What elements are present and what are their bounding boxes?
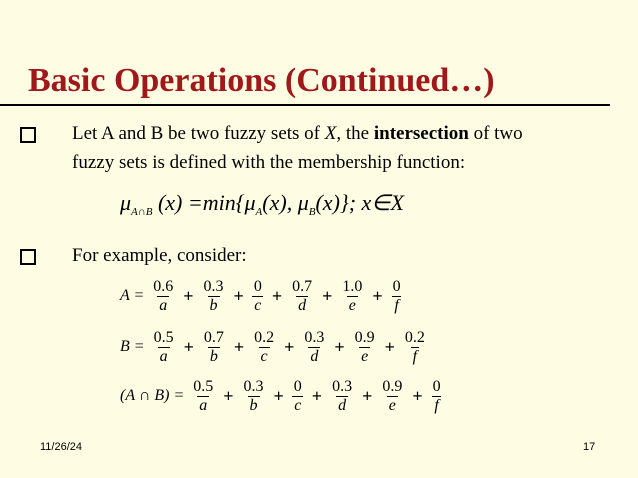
intersection-formula — [120, 190, 404, 218]
mu-a-symbol: μ — [244, 190, 256, 215]
mu-symbol: μ — [120, 190, 132, 215]
membership-fraction — [151, 278, 175, 314]
fraction-numerator: 0 — [432, 378, 441, 395]
membership-fraction — [431, 378, 443, 414]
bullet1-line2: fuzzy sets is defined with the membership function: — [72, 152, 466, 173]
fraction-numerator: 1.0 — [342, 278, 363, 295]
bullet-text-example: For example, consider: — [72, 245, 247, 266]
fraction-denominator: f — [394, 296, 399, 314]
bullet-box-icon — [20, 127, 36, 143]
membership-fraction — [340, 278, 364, 314]
membership-fraction — [242, 378, 266, 414]
fraction-denominator: e — [361, 347, 369, 365]
plus-sign: + — [271, 285, 283, 306]
fraction-denominator: a — [159, 296, 168, 314]
fraction-denominator: b — [209, 347, 218, 365]
footer-date: 11/26/24 — [40, 441, 83, 453]
formula-sub-b: B — [308, 206, 316, 218]
footer-page-number: 17 — [583, 441, 596, 453]
fraction-numerator: 0.5 — [193, 378, 214, 395]
fraction-numerator: 0.6 — [153, 278, 174, 295]
formula-arg: (x) =min{ — [157, 190, 245, 215]
membership-fraction — [302, 329, 326, 365]
plus-sign: + — [233, 285, 244, 306]
fraction-numerator: 0 — [293, 378, 302, 395]
fraction-numerator: 0.2 — [404, 329, 425, 346]
bullet1-part3: of two — [468, 123, 523, 144]
fraction-numerator: 0.3 — [304, 329, 325, 346]
membership-fraction — [191, 378, 215, 414]
bullet1-part1: Let A and B be two fuzzy sets of — [72, 123, 325, 144]
plus-sign: + — [311, 385, 323, 406]
plus-sign: + — [183, 285, 194, 306]
set-a-row — [120, 278, 406, 314]
fraction-numerator: 0.2 — [254, 329, 275, 346]
plus-sign: + — [362, 385, 373, 406]
fraction-denominator: c — [294, 396, 302, 414]
fraction-denominator: c — [254, 296, 262, 314]
plus-sign: + — [322, 285, 333, 306]
membership-fraction — [290, 278, 314, 314]
membership-fraction — [292, 378, 304, 414]
title-divider — [0, 104, 610, 106]
fraction-numerator: 0.3 — [332, 378, 353, 395]
fraction-numerator: 0.9 — [382, 378, 403, 395]
plus-sign: + — [284, 336, 295, 357]
membership-fraction — [353, 329, 377, 365]
formula-arg-a: (x), — [262, 190, 298, 215]
set-lhs: (A ∩ B) = — [120, 387, 185, 405]
set-intersection-row — [120, 378, 446, 414]
bullet1-bold: intersection — [373, 123, 469, 144]
fraction-denominator: c — [260, 347, 268, 365]
fraction-denominator: f — [434, 396, 439, 414]
set-b-row — [120, 329, 430, 365]
fraction-numerator: 0 — [392, 278, 401, 295]
fraction-numerator: 0.7 — [203, 329, 224, 346]
fraction-numerator: 0.9 — [354, 329, 375, 346]
formula-sub-a: A — [255, 206, 263, 218]
membership-fraction — [152, 329, 176, 365]
set-lhs: A = — [120, 287, 145, 305]
bullet1-x: X — [324, 123, 337, 144]
set-lhs: B = — [120, 338, 145, 356]
fraction-numerator: 0.7 — [292, 278, 313, 295]
fraction-numerator: 0.3 — [243, 378, 264, 395]
plus-sign: + — [384, 336, 395, 357]
slide-title: Basic Operations (Continued…) — [28, 62, 495, 99]
fraction-denominator: e — [388, 396, 396, 414]
fraction-denominator: d — [298, 296, 307, 314]
fraction-denominator: d — [310, 347, 319, 365]
fraction-numerator: 0.3 — [203, 278, 224, 295]
membership-fraction — [202, 278, 226, 314]
fraction-denominator: f — [412, 347, 418, 365]
membership-fraction — [380, 378, 404, 414]
bullet-box-icon — [20, 249, 36, 265]
fraction-denominator: a — [199, 396, 208, 414]
bullet-text-intersection — [72, 119, 612, 177]
plus-sign: + — [223, 385, 234, 406]
formula-sub-lhs: A∩B — [131, 206, 153, 218]
plus-sign: + — [183, 336, 194, 357]
plus-sign: + — [372, 285, 383, 306]
membership-fraction — [330, 378, 354, 414]
membership-fraction — [252, 278, 264, 314]
plus-sign: + — [233, 336, 245, 357]
fraction-denominator: e — [348, 296, 356, 314]
membership-fraction — [403, 329, 427, 365]
fraction-denominator: b — [209, 296, 218, 314]
plus-sign: + — [273, 385, 284, 406]
fraction-denominator: a — [159, 347, 168, 365]
membership-fraction — [252, 329, 276, 365]
fraction-numerator: 0.5 — [153, 329, 174, 346]
plus-sign: + — [412, 385, 423, 406]
fraction-numerator: 0 — [253, 278, 262, 295]
membership-fraction — [391, 278, 403, 314]
fraction-denominator: d — [338, 396, 347, 414]
fraction-denominator: b — [249, 396, 258, 414]
bullet1-part2: , the — [336, 123, 374, 144]
formula-arg-b: (x)}; x∈X — [315, 190, 404, 215]
membership-fraction — [202, 329, 226, 365]
mu-b-symbol: μ — [297, 190, 309, 215]
plus-sign: + — [334, 336, 345, 357]
